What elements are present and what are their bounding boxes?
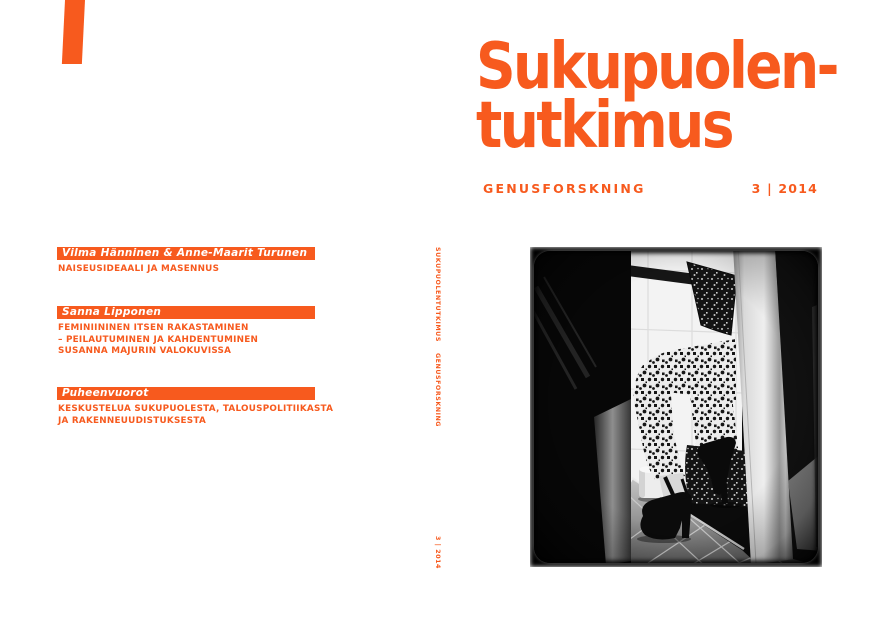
spine-title: SUKUPUOLENTUTKIMUS	[434, 247, 442, 342]
spine-issue: 3 | 2014	[434, 536, 442, 569]
toc-section-heading: Sanna Lipponen	[57, 306, 315, 319]
toc-section-heading: Vilma Hänninen & Anne-Maarit Turunen	[57, 247, 315, 260]
brand-mark	[62, 0, 85, 64]
toc-line: NAISEUSIDEAALI JA MASENNUS	[58, 264, 220, 274]
masthead	[476, 30, 837, 163]
spine	[432, 247, 444, 569]
masthead-title-line1: Sukupuolen-	[476, 30, 837, 104]
toc-line: FEMINIININEN ITSEN RAKASTAMINEN	[58, 323, 249, 333]
masthead-title-line2: tutkimus	[476, 89, 732, 163]
toc-section-heading: Puheenvuorot	[57, 387, 315, 400]
cover-photo-illustration	[530, 247, 822, 567]
toc-line: KESKUSTELUA SUKUPUOLESTA, TALOUSPOLITIIKASTA	[58, 404, 334, 414]
toc-line: SUSANNA MAJURIN VALOKUVISSA	[58, 346, 232, 356]
toc-section-2	[57, 306, 315, 358]
toc-section-1	[57, 247, 315, 276]
cover-photo	[530, 247, 822, 567]
toc-line: JA RAKENNEUUDISTUKSESTA	[58, 415, 206, 426]
toc-line: – PEILAUTUMINEN JA KAHDENTUMINEN	[58, 334, 259, 345]
spine-subtitle: GENUSFORSKNING	[434, 352, 442, 427]
toc-section-3	[57, 387, 334, 427]
masthead-subtitle: GENUSFORSKNING	[483, 181, 646, 196]
masthead-issue: 3 | 2014	[751, 181, 818, 196]
masthead-subtitle-row	[483, 181, 818, 196]
